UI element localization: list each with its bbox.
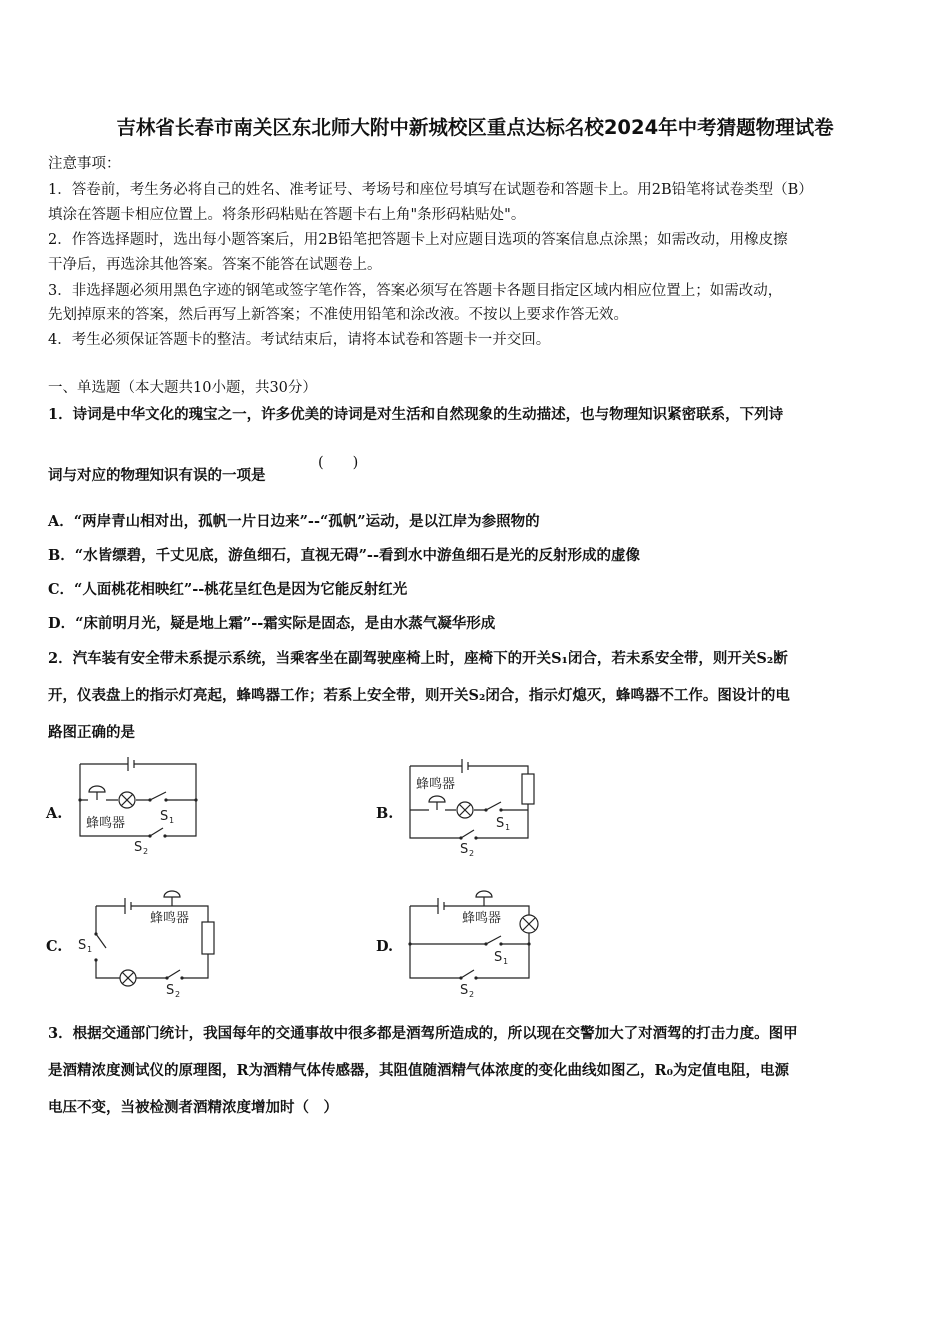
circuit-diagram-b <box>400 752 545 860</box>
circuit-label-d: D. <box>376 938 394 955</box>
buzzer-label: 蜂鸣器 <box>150 911 190 926</box>
switch-s1-sub: 1 <box>505 823 511 832</box>
question-3-text: 是酒精浓度测试仪的原理图，R为酒精气体传感器，其阻值随酒精气体浓度的变化曲线如图乙，R₀为定值电阻，电源 <box>48 1062 789 1079</box>
question-2-text: 2．汽车装有安全带未系提示系统，当乘客坐在副驾驶座椅上时，座椅下的开关S₁闭合，若未系安全带，则开关S₂断 <box>48 650 788 667</box>
switch-s2-sub: 2 <box>143 847 149 856</box>
buzzer-label: 蜂鸣器 <box>416 777 456 792</box>
switch-s1-label: S <box>78 938 87 953</box>
question-2-text: 路图正确的是 <box>48 724 135 741</box>
question-2-text: 开，仪表盘上的指示灯亮起，蜂鸣器工作；若系上安全带，则开关S₂闭合，指示灯熄灭，蜂鸣器不工作。图设计的电 <box>48 687 790 704</box>
notice-line: 3．非选择题必须用黑色字迹的钢笔或签字笔作答，答案必须写在答题卡各题目指定区域内相应位置上；如需改动， <box>48 283 783 299</box>
notice-line: 2．作答选择题时，选出每小题答案后，用2B铅笔把答题卡上对应题目选项的答案信息点涂黑；如需改动，用橡皮擦 <box>48 232 788 248</box>
switch-s2-label: S <box>460 842 469 857</box>
answer-blank: ( ) <box>318 455 359 471</box>
switch-s2-label: S <box>134 840 143 855</box>
switch-s1-label: S <box>494 950 503 965</box>
option-a: A．“两岸青山相对出，孤帆一片日边来”--“孤帆”运动，是以江岸为参照物的 <box>48 513 540 530</box>
circuit-diagram-c <box>70 882 220 1000</box>
option-d: D．“床前明月光，疑是地上霜”--霜实际是固态，是由水蒸气凝华形成 <box>48 615 496 632</box>
notice-line: 填涂在答题卡相应位置上。将条形码粘贴在答题卡右上角"条形码粘贴处"。 <box>48 207 526 223</box>
buzzer-label: 蜂鸣器 <box>86 816 126 831</box>
notice-line: 干净后，再选涂其他答案。答案不能答在试题卷上。 <box>48 257 382 273</box>
notice-line: 先划掉原来的答案，然后再写上新答案；不准使用铅笔和涂改液。不按以上要求作答无效。 <box>48 307 628 323</box>
switch-s1-label: S <box>496 816 505 831</box>
question-1-text: 1．诗词是中华文化的瑰宝之一，许多优美的诗词是对生活和自然现象的生动描述，也与物理知识紧密联系，下列诗 <box>48 406 784 423</box>
switch-s2-sub: 2 <box>175 990 181 999</box>
switch-s2-label: S <box>460 983 469 998</box>
option-b: B．“水皆缥碧，千丈见底，游鱼细石，直视无碍”--看到水中游鱼细石是光的反射形成的虚像 <box>48 547 640 564</box>
switch-s2-sub: 2 <box>469 849 475 858</box>
switch-s1-sub: 1 <box>169 816 175 825</box>
notice-line: 4．考生必须保证答题卡的整洁。考试结束后，请将本试卷和答题卡一并交回。 <box>48 332 551 348</box>
switch-s1-sub: 1 <box>87 945 93 954</box>
switch-s2-sub: 2 <box>469 990 475 999</box>
switch-s1-label: S <box>160 809 169 824</box>
notice-line: 1．答卷前，考生务必将自己的姓名、准考证号、考场号和座位号填写在试题卷和答题卡上。用2B铅笔将试卷类型（B） <box>48 182 813 198</box>
switch-s2-label: S <box>166 983 175 998</box>
section-heading: 一、单选题（本大题共10小题，共30分） <box>48 380 317 396</box>
option-c: C．“人面桃花相映红”--桃花呈红色是因为它能反射红光 <box>48 581 408 598</box>
circuit-diagram-a <box>70 752 210 857</box>
circuit-label-b: B. <box>376 805 394 822</box>
question-3-text: 3．根据交通部门统计，我国每年的交通事故中很多都是酒驾所造成的，所以现在交警加大了对酒驾的打击力度。图甲 <box>48 1025 798 1042</box>
circuit-label-c: C. <box>46 938 63 955</box>
question-1-text: 词与对应的物理知识有误的一项是 <box>48 467 266 484</box>
circuit-label-a: A. <box>46 805 63 822</box>
buzzer-label: 蜂鸣器 <box>462 911 502 926</box>
notice-heading: 注意事项： <box>48 156 121 172</box>
page-title: 吉林省长春市南关区东北师大附中新城校区重点达标名校2024年中考猜题物理试卷 <box>116 116 834 139</box>
circuit-diagram-d <box>400 882 550 1000</box>
question-3-text: 电压不变，当被检测者酒精浓度增加时（ ） <box>48 1099 338 1116</box>
switch-s1-sub: 1 <box>503 957 509 966</box>
